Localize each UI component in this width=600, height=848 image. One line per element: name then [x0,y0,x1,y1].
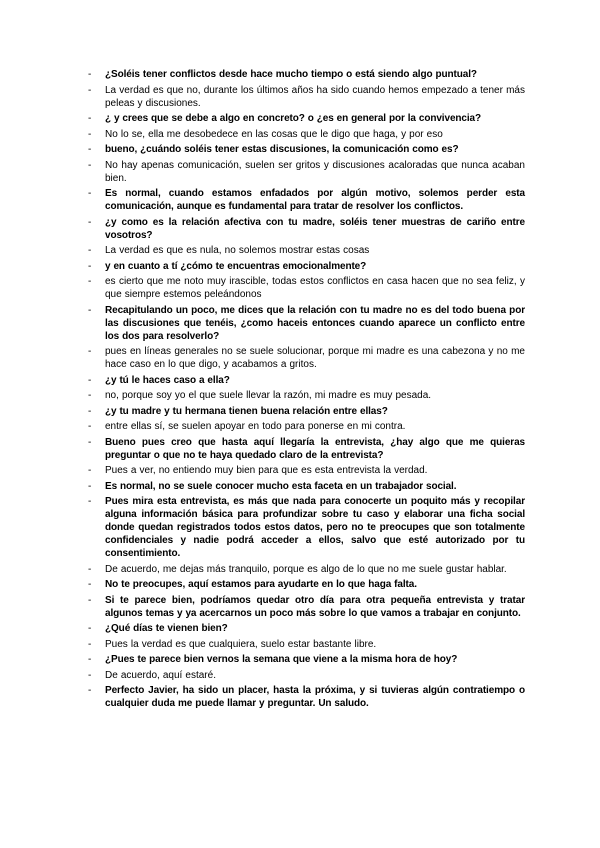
bullet-dash: - [88,374,92,386]
transcript-item-text: no, porque soy yo el que suele llevar la razón, mi madre es muy pesada. [105,390,432,401]
transcript-item-text: pues en líneas generales no se suele solucionar, porque mi madre es una cabezona y no me hace caso en lo que digo, y acabamos a gritos. [105,346,525,370]
transcript-item-text: Es normal, cuando estamos enfadados por algún motivo, solemos perder esta comunicación, aunque es fundamental para tratar de resolver los conflictos. [105,188,525,212]
bullet-dash: - [88,638,92,650]
transcript-item-text: Es normal, no se suele conocer mucho esta faceta en un trabajador social. [105,480,457,492]
transcript-item-text: Recapitulando un poco, me dices que la relación con tu madre no es del todo buena por las discusiones que tenéis, ¿como haceis entonces cuando aparece un conflicto entre los dos para resolverlo? [105,304,525,342]
bullet-dash: - [88,480,92,492]
transcript-item [88,216,525,242]
transcript-item-text: Pues la verdad es que cualquiera, suelo estar bastante libre. [105,638,377,650]
transcript-item [88,345,525,371]
transcript-item-text: De acuerdo, aquí estaré. [105,669,216,681]
transcript-item [88,187,525,213]
transcript-item [88,275,525,301]
transcript-item [88,495,525,560]
bullet-dash: - [88,216,92,228]
transcript-item [88,143,525,156]
bullet-dash: - [88,260,92,272]
transcript-item-text: Perfecto Javier, ha sido un placer, hasta la próxima, y si tuvieras algún contratiempo o cualquier duda me puede llamar y preguntar. Un saludo. [105,685,525,709]
transcript-item [88,563,525,576]
bullet-dash: - [88,685,92,696]
transcript-item-text: La verdad es que no, durante los últimos años ha sido cuando hemos empezado a tener más peleas y discusiones. [105,84,525,109]
transcript-item [88,638,525,651]
bullet-dash: - [88,436,92,448]
transcript-item [88,436,525,462]
transcript-item [88,480,525,493]
bullet-dash: - [88,563,92,575]
transcript-item-text: bueno, ¿cuándo soléis tener estas discusiones, la comunicación como es? [105,144,459,155]
transcript-item-text: ¿y tu madre y tu hermana tienen buena relación entre ellas? [105,405,388,417]
transcript-item-text: ¿Pues te parece bien vernos la semana que viene a la misma hora de hoy? [105,654,458,665]
bullet-dash: - [88,669,92,681]
bullet-dash: - [88,144,92,155]
transcript-item-text: y en cuanto a tí ¿cómo te encuentras emocionalmente? [105,260,367,272]
transcript-item-text: No te preocupes, aquí estamos para ayudarte en lo que haga falta. [105,579,417,590]
transcript-item-text: No hay apenas comunicación, suelen ser gritos y discusiones acaloradas que nunca acaban bien. [105,159,525,184]
transcript-item [88,420,525,433]
transcript-item [88,464,525,477]
transcript-item-text: Si te parece bien, podríamos quedar otro día para otra pequeña entrevista y tratar algunos temas y ya acercarnos un poco más sobre lo que vamos a trabajar en conjunto. [105,594,525,619]
transcript-item-text: La verdad es que es nula, no solemos mostrar estas cosas [105,245,370,256]
transcript-item [88,260,525,273]
transcript-item-text: Pues a ver, no entiendo muy bien para que es esta entrevista la verdad. [105,465,428,476]
transcript-item [88,594,525,620]
transcript-item [88,159,525,185]
transcript-item [88,68,525,81]
transcript-item-text: ¿ y crees que se debe a algo en concreto? o ¿es en general por la convivencia? [105,113,482,124]
transcript-item [88,304,525,343]
transcript-item-text: entre ellas sí, se suelen apoyar en todo para ponerse en mi contra. [105,421,406,432]
transcript-item-text: ¿Soléis tener conflictos desde hace mucho tiempo o está siendo algo puntual? [105,69,477,80]
bullet-dash: - [88,465,92,476]
transcript-item [88,244,525,257]
bullet-dash: - [88,276,92,287]
transcript-item-text: ¿y como es la relación afectiva con tu madre, soléis tener muestras de cariño entre vosotros? [105,216,525,241]
transcript-item [88,128,525,141]
transcript-item [88,405,525,418]
bullet-dash: - [88,496,92,507]
bullet-dash: - [88,69,92,80]
bullet-dash: - [88,304,92,316]
transcript-item-text: es cierto que me noto muy irascible, todas estos conflictos en casa hacen que no sea feliz, y que siempre estemos peleándonos [105,276,525,300]
transcript-item-text: ¿Qué días te vienen bien? [105,623,228,634]
bullet-dash: - [88,405,92,417]
bullet-dash: - [88,390,92,401]
transcript-item-text: De acuerdo, me dejas más tranquilo, porque es algo de lo que no me suele gustar hablar. [105,563,507,575]
transcript-item [88,622,525,635]
transcript-item [88,84,525,110]
transcript-item [88,669,525,682]
bullet-dash: - [88,579,92,590]
bullet-dash: - [88,245,92,256]
transcript-item [88,112,525,125]
transcript-item-text: No lo se, ella me desobedece en las cosas que le digo que haga, y por eso [105,128,443,140]
transcript-item [88,374,525,387]
bullet-dash: - [88,84,92,96]
transcript-item [88,684,525,710]
bullet-dash: - [88,128,92,140]
bullet-dash: - [88,654,92,665]
bullet-dash: - [88,346,92,357]
bullet-dash: - [88,188,92,199]
bullet-dash: - [88,113,92,124]
bullet-dash: - [88,421,92,432]
transcript-item-text: ¿y tú le haces caso a ella? [105,374,230,386]
transcript-item [88,653,525,666]
transcript-item [88,578,525,591]
transcript-list [88,68,525,713]
bullet-dash: - [88,623,92,634]
transcript-item-text: Bueno pues creo que hasta aquí llegaría la entrevista, ¿hay algo que me quieras preguntar o que no te haya quedado claro de la entrevista? [105,436,525,461]
transcript-item-text: Pues mira esta entrevista, es más que nada para conocerte un poquito más y recopilar alguna información básica para profundizar sobre tu caso y elaborar una ficha social donde quedan registrados todos estos datos, pero no te preocupes que son totalmente confidenciales y nadie podrá acceder a ellos, salvo que esté autorizado por tu consentimiento. [105,496,525,559]
transcript-item [88,389,525,402]
bullet-dash: - [88,159,92,171]
bullet-dash: - [88,594,92,606]
